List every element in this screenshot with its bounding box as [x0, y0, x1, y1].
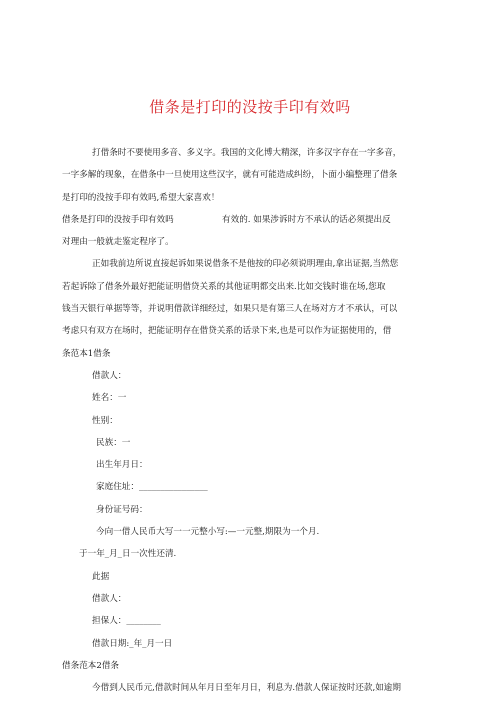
heading-continuation: 对理由一般就走鉴定程序了。 [62, 237, 174, 248]
form-date: 借款日期:_年_月一日 [92, 638, 173, 649]
form-borrower: 借款人： [92, 370, 127, 381]
form-borrower-sign: 借款人： [92, 593, 127, 604]
form-id: 身份证号码： [96, 504, 148, 515]
document-body [62, 142, 434, 699]
heading-row [62, 209, 434, 231]
intro-line: 一字多解的现象，在借条中一旦使用这些汉字，就有可能造成纠纷，卜面小编整理了借条 [62, 170, 398, 181]
sample1-heading: 条范本1借条 [62, 348, 111, 359]
heading-answer: 有效的. 如果涉诉时方不承认的话必须提出反 [222, 214, 391, 225]
intro-line: 是打印的没按手印有效吗,希望大家喜欢！ [62, 192, 220, 203]
paragraph-line: 正如我前边所说直接起诉如果说借条不是他按的印必须说明理由,拿出证据,当然您 [92, 259, 399, 270]
form-guarantor: 担保人：________ [92, 616, 161, 627]
paragraph-line: 考虑只有双方在场时，把能证明存在借贷关系的话录下来,也是可以作为证据使用的，借 [62, 326, 392, 337]
form-address: 家庭住址：________________ [96, 482, 208, 493]
form-ethnicity: 民族：一 [96, 437, 131, 448]
document-title: 借条是打印的没按手印有效吗 [149, 98, 351, 116]
form-closing: 此据 [92, 571, 110, 582]
intro-line: 打借条时不要使用多音、多义字。我国的文化博大精深，许多汉字存在一字多音， [92, 148, 402, 158]
form-name: 姓名：一 [92, 393, 127, 404]
paragraph-line: 钱当天银行单据等等，并说明借款详细经过，如果只是有第三人在场对方才不承认，可以 [62, 304, 398, 315]
sample2-heading: 借条范本2借条 [62, 660, 120, 671]
form-gender: 性别： [92, 415, 118, 426]
form-birth: 出生年月日： [96, 460, 148, 471]
paragraph-line: 若起诉除了借条外最好把能证明借贷关系的其他证明都交出来.比如交钱时谁在场,您取 [62, 281, 386, 292]
paragraph-line: 今借到人民币元,借款时间从年月日至年月日，利息为.借款人保证按时还款,如逾期 [92, 683, 401, 694]
form-borrow-line: 今向一借人民币大写一一元整小写:—一元整,期限为一个月. [96, 527, 320, 538]
section-heading: 借条是打印的没按手印有效吗 [62, 214, 174, 225]
form-repay-line: 于一年_月_日一次性还清. [79, 549, 177, 560]
